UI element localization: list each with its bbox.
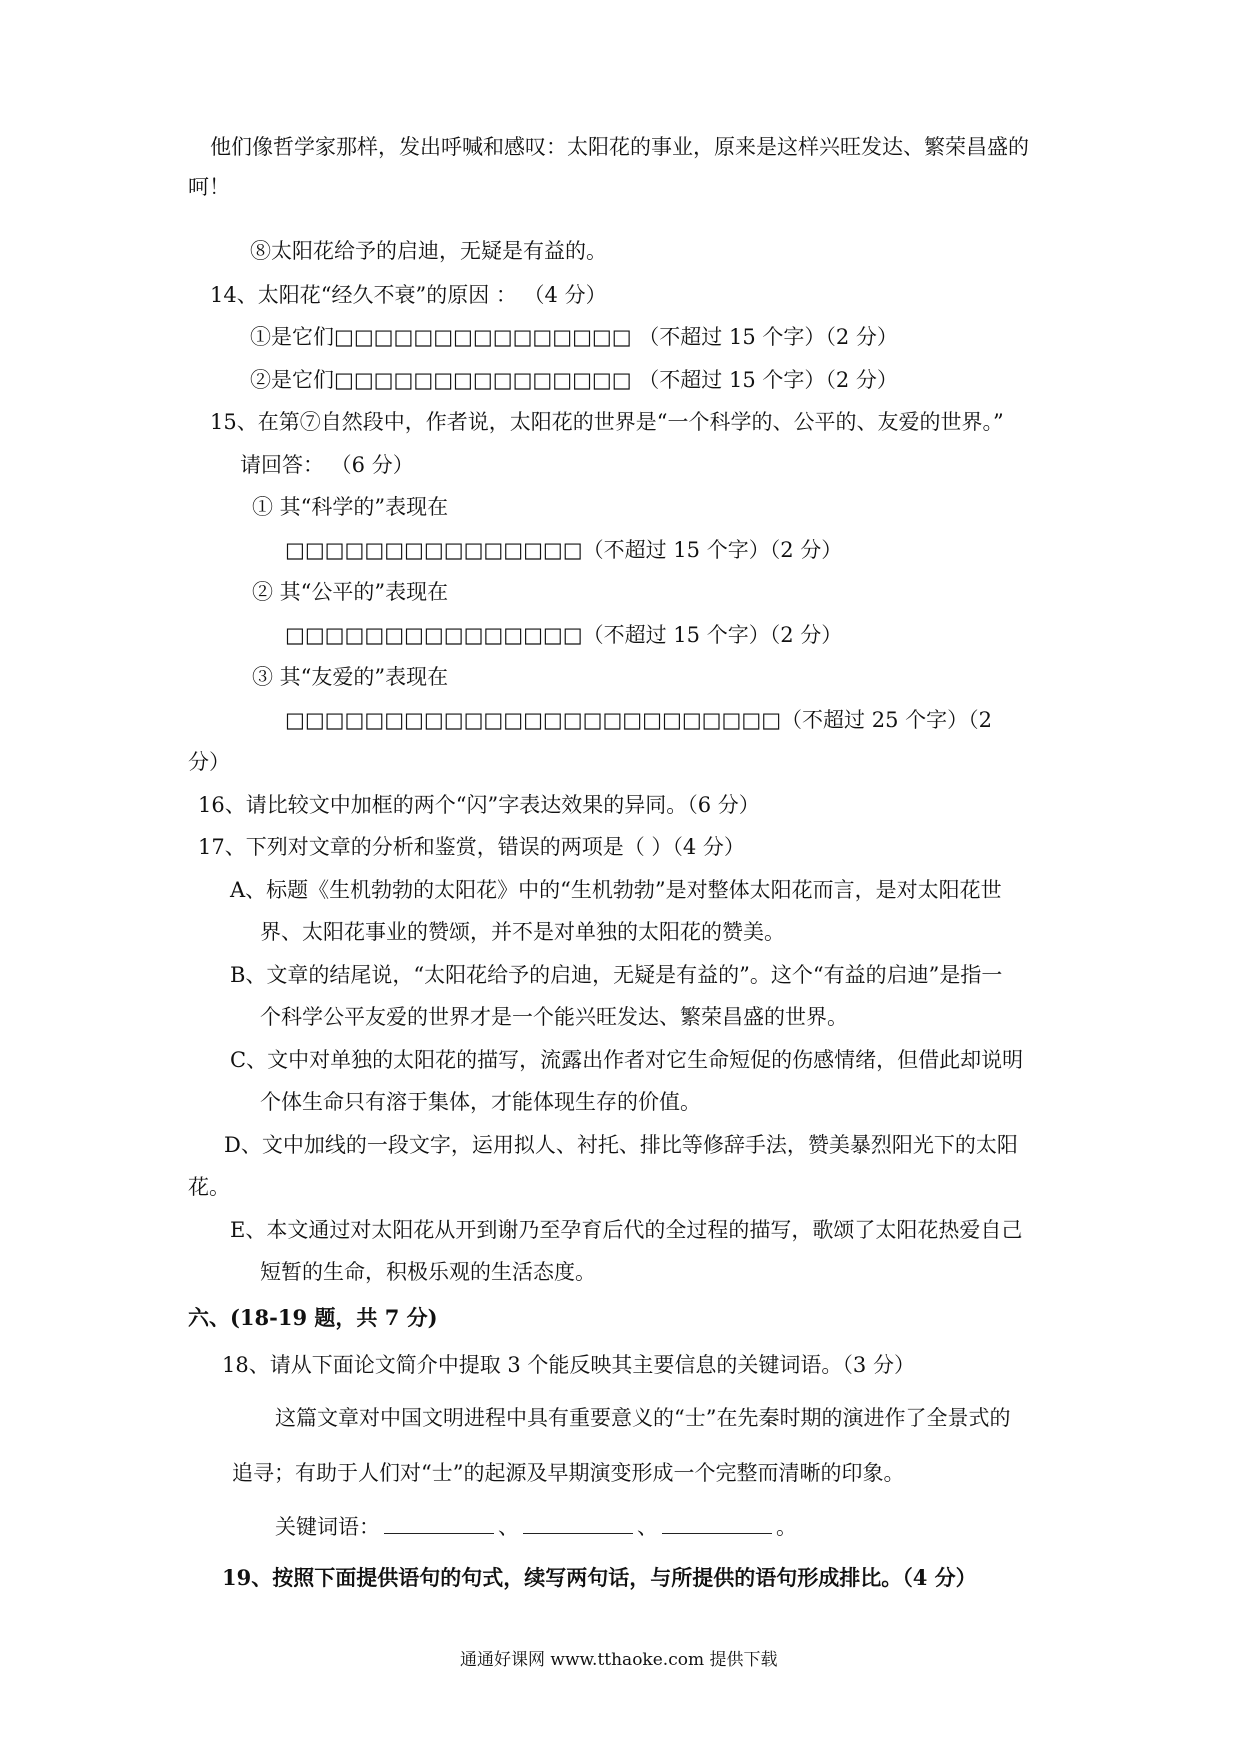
paragraph-line: 呵！ [188, 175, 230, 199]
option-c-cont: 个体生命只有溶于集体，才能体现生存的价值。 [260, 1090, 701, 1114]
option-a: A、标题《生机勃勃的太阳花》中的“生机勃勃”是对整体太阳花而言，是对太阳花世 [230, 878, 1002, 902]
option-d: D、文中加线的一段文字，运用拟人、衬托、排比等修辞手法，赞美暴烈阳光下的太阳 [224, 1133, 1018, 1157]
option-e: E、本文通过对太阳花从开到谢乃至孕育后代的全过程的描写，歌颂了太阳花热爱自己 [230, 1218, 1023, 1242]
keyword-blank-3[interactable] [662, 1513, 772, 1534]
sub-question: ① 其“科学的”表现在 [252, 495, 449, 519]
footer-source: 通通好课网 www.tthaoke.com 提供下载 [460, 1650, 778, 1670]
paragraph-line: ⑧太阳花给予的启迪，无疑是有益的。 [250, 239, 607, 263]
keyword-separator: 、 [637, 1515, 658, 1539]
answer-line-continued: 分） [188, 750, 230, 774]
answer-line: ②是它们□□□□□□□□□□□□□□□ （不超过 15 个字）（2 分） [250, 368, 898, 392]
paragraph-line: 他们像哲学家那样，发出呼喊和感叹：太阳花的事业，原来是这样兴旺发达、繁荣昌盛的 [210, 135, 1029, 159]
option-d-cont: 花。 [188, 1175, 230, 1199]
question-16: 16、请比较文中加框的两个“闪”字表达效果的异同。（6 分） [198, 793, 760, 817]
section-heading: 六、(18-19 题，共 7 分) [188, 1305, 438, 1330]
keyword-separator: 、 [498, 1515, 519, 1539]
keyword-end: 。 [776, 1515, 797, 1539]
question-15: 15、在第⑦自然段中，作者说，太阳花的世界是“一个科学的、公平的、友爱的世界。” [210, 410, 1004, 434]
answer-line: ①是它们□□□□□□□□□□□□□□□ （不超过 15 个字）（2 分） [250, 325, 898, 349]
option-e-cont: 短暂的生命，积极乐观的生活态度。 [260, 1260, 596, 1284]
answer-line: □□□□□□□□□□□□□□□（不超过 15 个字）（2 分） [285, 623, 843, 647]
question-18: 18、请从下面论文简介中提取 3 个能反映其主要信息的关键词语。（3 分） [222, 1353, 915, 1377]
option-b: B、文章的结尾说，“太阳花给予的启迪，无疑是有益的”。这个“有益的启迪”是指一 [230, 963, 1003, 987]
keywords-label: 关键词语： [275, 1515, 380, 1539]
abstract-line: 这篇文章对中国文明进程中具有重要意义的“士”在先秦时期的演进作了全景式的 [275, 1406, 1011, 1430]
question-17: 17、下列对文章的分析和鉴赏，错误的两项是（ ）（4 分） [198, 835, 745, 859]
option-a-cont: 界、太阳花事业的赞颂，并不是对单独的太阳花的赞美。 [260, 920, 785, 944]
option-c: C、文中对单独的太阳花的描写，流露出作者对它生命短促的伤感情绪，但借此却说明 [230, 1048, 1024, 1072]
answer-line: □□□□□□□□□□□□□□□□□□□□□□□□□（不超过 25 个字）（2 [285, 708, 992, 732]
answer-line: □□□□□□□□□□□□□□□（不超过 15 个字）（2 分） [285, 538, 843, 562]
question-15-prompt: 请回答： （6 分） [240, 453, 414, 477]
option-b-cont: 个科学公平友爱的世界才是一个能兴旺发达、繁荣昌盛的世界。 [260, 1005, 848, 1029]
question-19: 19、按照下面提供语句的句式，续写两句话，与所提供的语句形成排比。（4 分） [222, 1565, 977, 1590]
sub-question: ② 其“公平的”表现在 [252, 580, 449, 604]
abstract-line: 追寻；有助于人们对“士”的起源及早期演变形成一个完整而清晰的印象。 [232, 1461, 905, 1485]
keyword-blank-2[interactable] [523, 1513, 633, 1534]
sub-question: ③ 其“友爱的”表现在 [252, 665, 449, 689]
question-14: 14、太阳花“经久不衰”的原因 ： （4 分） [210, 283, 607, 307]
keyword-blank-1[interactable] [384, 1513, 494, 1534]
keywords-row [275, 1512, 797, 1542]
